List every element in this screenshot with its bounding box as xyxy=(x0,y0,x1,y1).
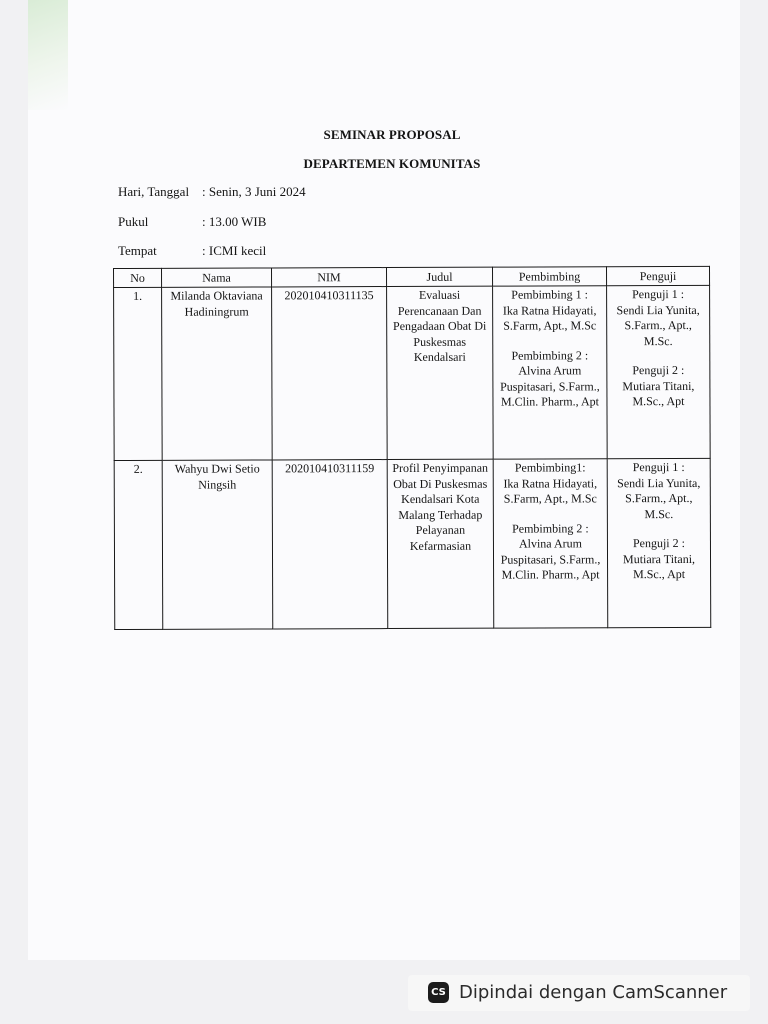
examiner-1-name: Sendi Lia Yunita, S.Farm., Apt., M.Sc. xyxy=(616,302,700,348)
supervisors-cell xyxy=(493,459,608,628)
camscanner-logo-icon: CS xyxy=(428,982,449,1003)
examiners-cell xyxy=(607,285,711,458)
row-number: 2. xyxy=(114,460,163,629)
student-name: Milanda Oktaviana Hadiningrum xyxy=(162,287,273,460)
column-header: Penguji xyxy=(606,266,709,285)
supervisors-cell xyxy=(493,286,608,459)
info-label: Pukul xyxy=(118,214,149,229)
page-corner-shadow xyxy=(28,0,68,110)
supervisor-2-label: Pembimbing 2 : xyxy=(511,347,589,363)
examiner-1-label: Penguji 1 : xyxy=(632,287,685,302)
camscanner-watermark xyxy=(408,975,750,1011)
table-header-row xyxy=(114,266,710,287)
supervisor-1-name: Ika Ratna Hidayati, S.Farm, Apt., M.Sc xyxy=(502,302,597,333)
column-header: NIM xyxy=(272,268,387,287)
department-title: DEPARTEMEN KOMUNITAS xyxy=(303,156,481,171)
column-header: Judul xyxy=(387,267,493,286)
info-value: : Senin, 3 Juni 2024 xyxy=(202,184,306,199)
schedule-table xyxy=(113,266,711,630)
info-label: Tempat xyxy=(118,243,157,258)
supervisor-1-label: Pembimbing1: xyxy=(514,460,586,475)
examiner-2-label: Penguji 2 : xyxy=(632,363,685,378)
supervisor-2-name: Alvina Arum Puspitasari, S.Farm., M.Clin. Pharm., Apt xyxy=(500,536,601,582)
column-header: Pembimbing xyxy=(492,267,606,286)
student-name: Wahyu Dwi Setio Ningsih xyxy=(162,460,273,629)
examiner-2-name: Mutiara Titani, M.Sc., Apt xyxy=(622,378,695,409)
table-row xyxy=(114,458,711,629)
row-number: 1. xyxy=(114,287,163,460)
supervisor-2-label: Pembimbing 2 : xyxy=(512,520,589,536)
column-header: Nama xyxy=(162,268,272,287)
proposal-title: Evaluasi Perencanaan Dan Pengadaan Obat Di Puskesmas Kendalsari xyxy=(387,286,494,459)
examiner-2-label: Penguji 2 : xyxy=(632,536,685,551)
supervisor-1-name: Ika Ratna Hidayati, S.Farm, Apt., M.Sc xyxy=(503,475,598,506)
proposal-title: Profil Penyimpanan Obat Di Puskesmas Kendalsari Kota Malang Terhadap Pelayanan Kefarmasian xyxy=(387,459,494,628)
table-row xyxy=(114,285,711,460)
supervisor-2-name: Alvina Arum Puspitasari, S.Farm., M.Clin. Pharm., Apt xyxy=(500,363,600,409)
examiner-1-label: Penguji 1 : xyxy=(632,460,685,475)
supervisor-1-label: Pembimbing 1 : xyxy=(511,287,588,302)
document-title: SEMINAR PROPOSAL xyxy=(323,127,461,142)
examiners-cell xyxy=(607,458,711,627)
student-nim: 202010410311135 xyxy=(272,287,388,460)
column-header: No xyxy=(114,268,162,287)
info-label: Hari, Tanggal xyxy=(118,184,190,199)
student-nim: 202010410311159 xyxy=(272,460,388,629)
info-value: : 13.00 WIB xyxy=(202,214,267,229)
examiner-1-name: Sendi Lia Yunita, S.Farm., Apt., M.Sc. xyxy=(617,475,701,521)
info-value: : ICMI kecil xyxy=(202,243,267,258)
watermark-text: Dipindai dengan CamScanner xyxy=(459,982,728,1003)
examiner-2-name: Mutiara Titani, M.Sc., Apt xyxy=(622,551,696,582)
